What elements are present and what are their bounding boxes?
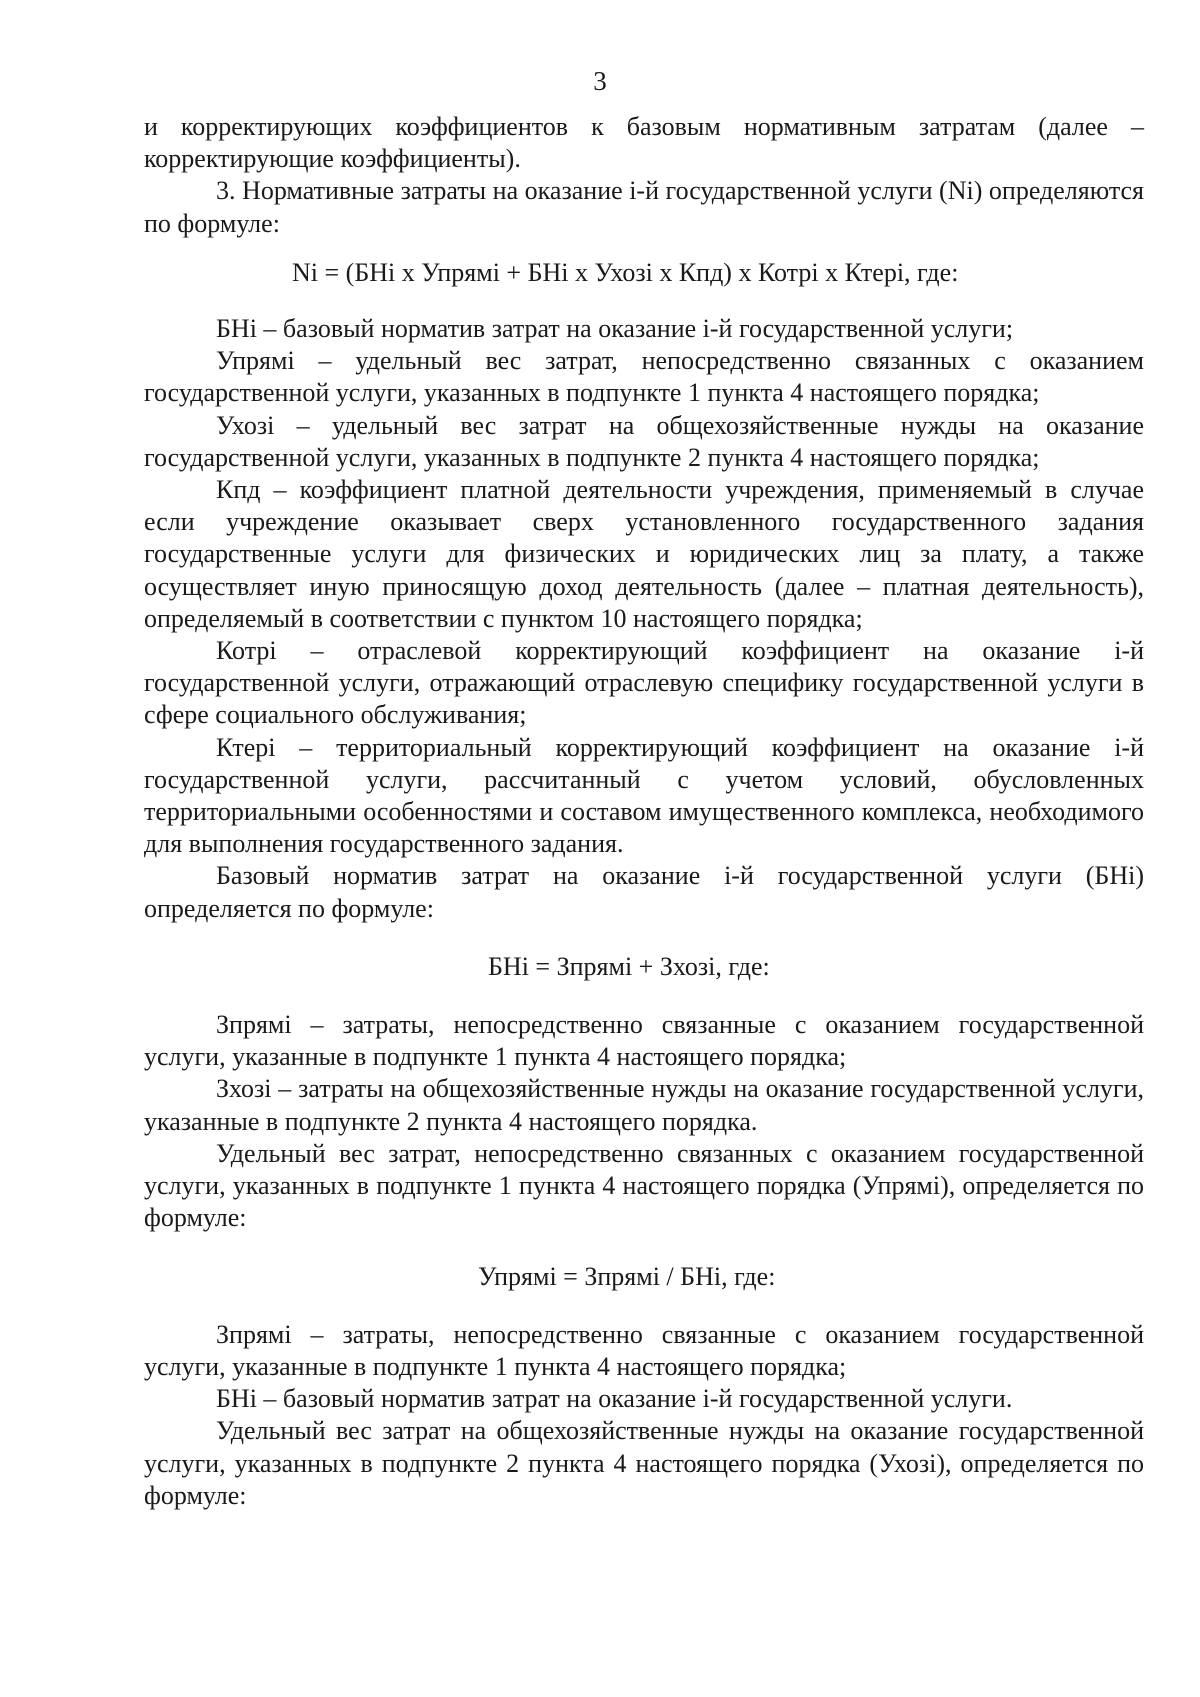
paragraph: Кпд – коэффициент платной деятельности учреждения, применяемый в случае если учреждение оказывает сверх установленного государственного задания государственные услуги для физических и юридических лиц за плату, а также осуществляет иную приносящую доход деятельность (далее – платная деятельность), определяемый в соответствии с пунктом 10 настоящего порядка; bbox=[144, 475, 1144, 633]
paragraph: БНi – базовый норматив затрат на оказание i-й государственной услуги. bbox=[216, 1384, 1013, 1414]
paragraph: Базовый норматив затрат на оказание i-й государственной услуги (БНi) определяется по формуле: bbox=[144, 861, 1144, 923]
paragraph: Зпрямi – затраты, непосредственно связанные с оказанием государственной услуги, указанные в подпункте 1 пункта 4 настоящего порядка; bbox=[144, 1319, 1144, 1381]
page-number: 3 bbox=[593, 66, 607, 96]
paragraph: и корректирующих коэффициентов к базовым нормативным затратам (далее – корректирующие коэффициенты). bbox=[144, 112, 1144, 174]
paragraph: Удельный вес затрат, непосредственно связанных с оказанием государственной услуги, указанных в подпункте 1 пункта 4 настоящего порядка (Упрямi), определяется по формуле: bbox=[144, 1138, 1144, 1233]
formula-ni: Ni = (БНi x Упрямi + БНi x Ухозi x Кпд) x Котрi x Ктерi, где: bbox=[292, 257, 959, 287]
paragraph: 3. Нормативные затраты на оказание i-й государственной услуги (Ni) определяются по формуле: bbox=[144, 176, 1144, 238]
formula-bni: БНi = Зпрямi + Зхозi, где: bbox=[488, 951, 770, 981]
paragraph: БНi – базовый норматив затрат на оказание i-й государственной услуги; bbox=[216, 314, 1014, 344]
paragraph: Удельный вес затрат на общехозяйственные нужды на оказание государственной услуги, указанных в подпункте 2 пункта 4 настоящего порядка (Ухозi), определяется по формуле: bbox=[144, 1416, 1144, 1510]
paragraph: Ктерi – территориальный корректирующий коэффициент на оказание i-й государственной услуги, рассчитанный с учетом условий, обусловленных территориальными особенностями и составом имущественного комплекса, необходимого для выполнения государственного задания. bbox=[144, 732, 1144, 859]
formula-upryam: Упрямi = Зпрямi / БНi, где: bbox=[478, 1261, 776, 1291]
paragraph: Ухозi – удельный вес затрат на общехозяйственные нужды на оказание государственной услуги, указанных в подпункте 2 пункта 4 настоящего порядка; bbox=[144, 410, 1144, 472]
paragraph: Упрямi – удельный вес затрат, непосредственно связанных с оказанием государственной услуги, указанных в подпункте 1 пункта 4 настоящего порядка; bbox=[144, 346, 1144, 408]
paragraph: Котрi – отраслевой корректирующий коэффициент на оказание i-й государственной услуги, отражающий отраслевую специфику государственной услуги в сфере социального обслуживания; bbox=[144, 636, 1144, 730]
document-body bbox=[144, 111, 1144, 1512]
paragraph: Зпрямi – затраты, непосредственно связанные с оказанием государственной услуги, указанные в подпункте 1 пункта 4 настоящего порядка; bbox=[144, 1010, 1144, 1072]
paragraph: Зхозi – затраты на общехозяйственные нужды на оказание государственной услуги, указанные в подпункте 2 пункта 4 настоящего порядка. bbox=[144, 1074, 1144, 1136]
